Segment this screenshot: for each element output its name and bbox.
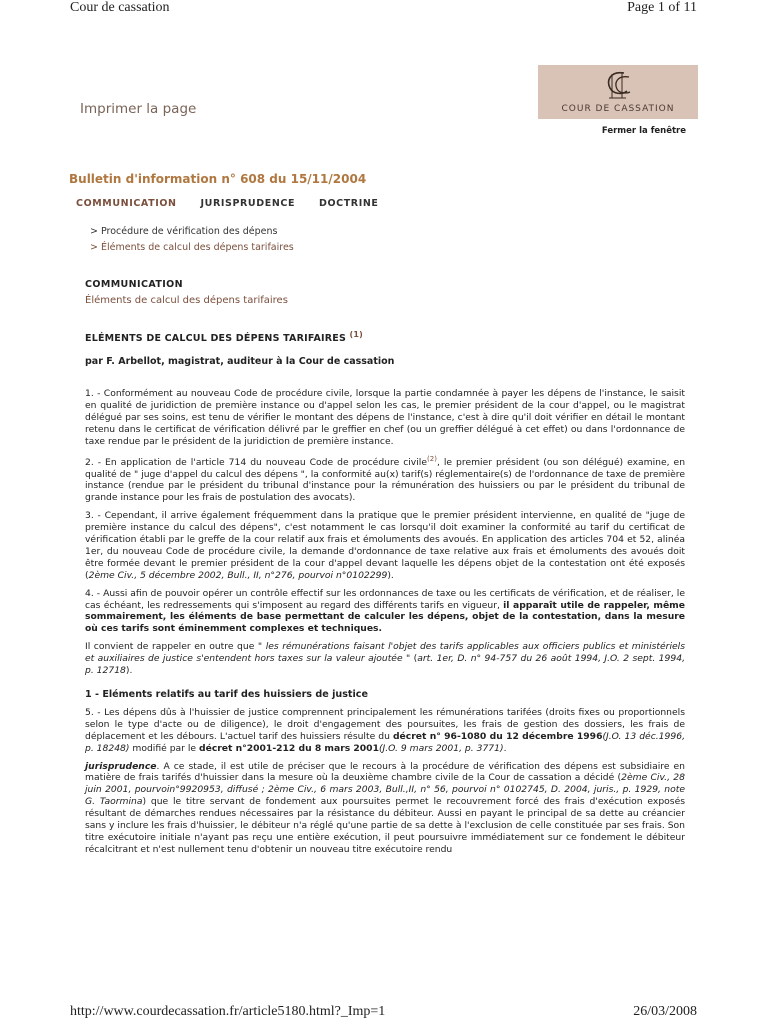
print-footer-date: 26/03/2008 [633, 1004, 697, 1019]
cour-de-cassation-logo [538, 65, 698, 119]
paragraph-7: jurisprudence. A ce stade, il est utile de préciser que le recours à la procédure de vérification des dépens est subsidiaire en matière de frais tarifés d'huissier dans la mesure où la deuxième chambre civile de la Cour de cassation a décidé (2ème Civ., 28 juin 2001, pourvoin°9920953, diffusé ; 2ème Civ., 6 mars 2003, Bull.,II, n° 56, pourvoi n° 0102745, D. 2004, juris., p. 1929, note G. Taormina) que le titre servant de fondement aux poursuites permet le recouvrement forcé des frais d'exécution exposés résultant de démarches rendues nécessaires par la résistance du débiteur. Aussi en payant le principal de sa dette au créancier sans y inclure les frais d'huissier, le débiteur n'a réglé qu'une partie de sa dette à l'exclusion de celle constituée par ses frais. Son titre exécutoire initiale n'ayant pas reçu une entière exécution, il peut poursuivre immédiatement sur ce fondement le débiteur récalcitrant et n'est nullement tenu d'obtenir un nouveau titre exécutoire rendu [85, 760, 686, 855]
section-tabs [76, 198, 398, 209]
print-footer [0, 1004, 768, 1024]
paragraph-1: 1. - Conformément au nouveau Code de procédure civile, lorsque la partie condamnée à payer les dépens de l'instance, le saisit en qualité de juridiction de première instance ou d'appel selon les cas, le premier président de la cour d'appel, ou le magistrat délégué par ses soins, est tenu de vérifier le montant des dépens de l'instance, c'est à dire qu'il doit vérifier en détail le montant retenu dans le certificat de vérification délivré par le greffier en chef (ou un greffier délégué à cet effet) ou dans l'ordonnance de taxe rendue par le président de la juridiction de première instance. [85, 388, 685, 447]
footnote-link-2[interactable]: (2) [427, 454, 437, 463]
section-subtitle: Éléments de calcul des dépens tarifaires [85, 295, 288, 306]
logo-text: COUR DE CASSATION [561, 104, 675, 114]
paragraph-4: 4. - Aussi afin de pouvoir opérer un contrôle effectif sur les ordonnances de taxe ou les certificats de vérification, et de réaliser, le cas échéant, les redressements qui s'imposent au regard des différents tarifs en vigueur, il apparaît utile de rappeler, même sommairement, les éléments de base permettant de calculer les dépens, objet de la contestation, dans la mesure où ces tarifs sont éminemment complexes et techniques. [85, 587, 685, 635]
paragraph-2: 2. - En application de l'article 714 du nouveau Code de procédure civile$^{(2)}$, le premier président (ou son délégué) examine, en qualité de " juge d'appel du calcul des dépens ", la conformité au(x) tarif(s) réglementaire(s) de l'ordonnance de taxe de première instance (rendue par le président du tribunal d'instance pour la rémunération des huissiers ou par le président du tribunal de grande instance pour les frais de postulation des avocats). [85, 454, 686, 504]
print-header-page: Page 1 of 11 [627, 0, 697, 15]
footnote-link-1[interactable]: (1) [349, 330, 363, 339]
paragraph-5: Il convient de rappeler en outre que " les rémunérations faisant l'objet des tarifs applicables aux officiers publics et ministériels et auxiliaires de justice s'entendent hors taxes sur la valeur ajoutée " (art. 1er, D. n° 94-757 du 26 août 1994, J.O. 2 sept. 1994, p. 12718). [85, 641, 685, 677]
article-body [85, 388, 685, 862]
tab-communication[interactable]: COMMUNICATION [76, 198, 177, 209]
breadcrumb-item-procedure[interactable]: > Procédure de vérification des dépens [90, 226, 278, 237]
tab-doctrine[interactable]: DOCTRINE [318, 198, 379, 209]
paragraph-3: 3. - Cependant, il arrive également fréquemment dans la pratique que le premier président intervienne, en qualité de "juge de première instance du calcul des dépens", c'est notamment le cas lorsqu'il doit examiner la conformité au tarif du certificat de vérification établi par le greffe de la cour relatif aux frais et émoluments des avoués. En application des articles 704 et 52, alinéa 1er, du nouveau Code de procédure civile, la demande d'ordonnance de taxe relative aux frais et émoluments des avoués doit être formée devant le premier président de la cour d'appel devant laquelle les dépens objet de la contestation ont été exposés (2ème Civ., 5 décembre 2002, Bull., II, n°276, pourvoi n°0102299). [85, 510, 685, 581]
section-label: COMMUNICATION [85, 279, 183, 290]
close-window-link[interactable]: Fermer la fenêtre [601, 126, 686, 136]
tab-jurisprudence[interactable]: JURISPRUDENCE [200, 198, 296, 209]
monogram-icon [600, 68, 636, 102]
print-page-link[interactable]: Imprimer la page [80, 101, 197, 117]
print-footer-url: http://www.courdecassation.fr/article5180.html?_Imp=1 [70, 1004, 386, 1019]
article-byline: par F. Arbellot, magistrat, auditeur à la Cour de cassation [85, 356, 395, 367]
article-title [85, 330, 363, 344]
bulletin-title: Bulletin d'information n° 608 du 15/11/2004 [69, 172, 367, 186]
print-header [0, 0, 768, 20]
paragraph-6: 5. - Les dépens dûs à l'huissier de justice comprennent principalement les rémunérations tarifées (droits fixes ou proportionnels selon le type d'acte ou de diligence), le droit d'engagement des poursuites, les frais de gestion des dossiers, les frais de déplacement et les débours. L'actuel tarif des huissiers résulte du décret n° 96-1080 du 12 décembre 1996(J.O. 13 déc.1996, p. 18248) modifié par le décret n°2001-212 du 8 mars 2001(J.O. 9 mars 2001, p. 3771). [85, 706, 685, 754]
breadcrumb-item-elements[interactable]: > Éléments de calcul des dépens tarifaires [90, 242, 294, 253]
breadcrumb [90, 224, 294, 256]
article-title-text: ELÉMENTS DE CALCUL DES DÉPENS TARIFAIRES [85, 333, 346, 345]
print-header-site: Cour de cassation [70, 0, 170, 15]
subsection-heading: 1 - Eléments relatifs au tarif des huissiers de justice [85, 689, 368, 700]
